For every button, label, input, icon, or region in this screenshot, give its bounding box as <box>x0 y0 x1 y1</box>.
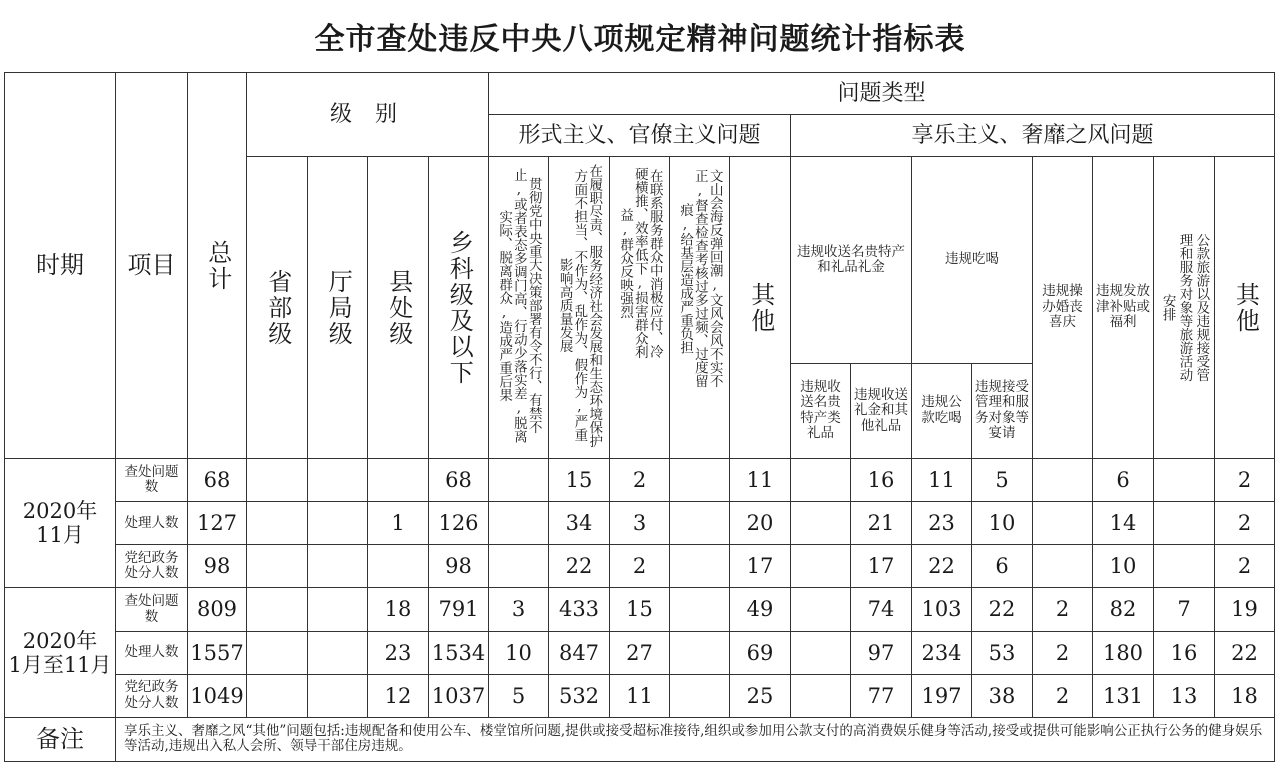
header-h-travel: 公款旅游以及违规接受管理和服务对象等旅游活动安排 <box>1154 157 1215 459</box>
cell-f2: 532 <box>549 674 610 717</box>
cell-eat_a: 11 <box>912 459 972 502</box>
cell-total: 68 <box>188 459 247 502</box>
cell-eat_a: 197 <box>912 674 972 717</box>
cell-h_other: 2 <box>1215 502 1275 545</box>
cell-gift_a <box>791 674 851 717</box>
cell-gift_b: 77 <box>851 674 912 717</box>
header-h-eat-b: 违规接受管理和服务对象等宴请 <box>972 363 1033 458</box>
cell-total: 127 <box>188 502 247 545</box>
cell-bureau <box>308 545 368 588</box>
table-row <box>5 674 1275 717</box>
cell-township: 1037 <box>429 674 489 717</box>
cell-county: 12 <box>368 674 429 717</box>
header-formalism: 形式主义、官僚主义问题 <box>489 115 791 157</box>
header-h-gift-a: 违规收送名贵特产类礼品 <box>791 363 851 458</box>
cell-township: 791 <box>429 588 489 631</box>
header-h-subsidy: 违规发放津补贴或福利 <box>1093 157 1154 459</box>
header-level-bureau: 厅局级 <box>308 157 368 459</box>
cell-f3: 3 <box>610 502 670 545</box>
cell-f2: 22 <box>549 545 610 588</box>
cell-travel: 13 <box>1154 674 1215 717</box>
cell-eat_a: 103 <box>912 588 972 631</box>
cell-total: 809 <box>188 588 247 631</box>
cell-f4 <box>670 502 730 545</box>
cell-travel: 16 <box>1154 631 1215 674</box>
cell-township: 68 <box>429 459 489 502</box>
cell-f1: 5 <box>489 674 549 717</box>
cell-h_other: 18 <box>1215 674 1275 717</box>
cell-h_other: 2 <box>1215 459 1275 502</box>
cell-f3: 11 <box>610 674 670 717</box>
cell-gift_b: 21 <box>851 502 912 545</box>
period-cell: 2020年 1月至11月 <box>5 588 116 717</box>
cell-bureau <box>308 674 368 717</box>
cell-f_other: 49 <box>730 588 791 631</box>
cell-province <box>247 631 308 674</box>
table-row <box>5 588 1275 631</box>
header-total: 总计 <box>188 73 247 459</box>
cell-province <box>247 459 308 502</box>
cell-county: 23 <box>368 631 429 674</box>
cell-province <box>247 588 308 631</box>
cell-subsidy: 14 <box>1093 502 1154 545</box>
statistics-table <box>4 72 1275 762</box>
remark-row <box>5 717 1275 761</box>
cell-travel <box>1154 545 1215 588</box>
cell-gift_b: 97 <box>851 631 912 674</box>
cell-wedding <box>1033 545 1093 588</box>
header-period: 时期 <box>5 73 116 459</box>
cell-total: 98 <box>188 545 247 588</box>
cell-eat_a: 23 <box>912 502 972 545</box>
cell-subsidy: 131 <box>1093 674 1154 717</box>
cell-bureau <box>308 631 368 674</box>
cell-f4 <box>670 674 730 717</box>
cell-f3: 27 <box>610 631 670 674</box>
table-row <box>5 502 1275 545</box>
cell-f_other: 17 <box>730 545 791 588</box>
cell-f2: 15 <box>549 459 610 502</box>
table-row <box>5 545 1275 588</box>
cell-f4 <box>670 459 730 502</box>
cell-eat_a: 22 <box>912 545 972 588</box>
header-problem-type: 问题类型 <box>489 73 1275 115</box>
cell-eat_b: 5 <box>972 459 1033 502</box>
cell-f2: 847 <box>549 631 610 674</box>
row-label: 党纪政务处分人数 <box>116 545 188 588</box>
header-h-wedding: 违规操办婚丧喜庆 <box>1033 157 1093 459</box>
cell-bureau <box>308 502 368 545</box>
cell-subsidy: 6 <box>1093 459 1154 502</box>
cell-f3: 15 <box>610 588 670 631</box>
header-h-eat: 违规吃喝 <box>912 157 1033 364</box>
remark-label: 备注 <box>5 717 116 761</box>
cell-province <box>247 674 308 717</box>
cell-gift_b: 74 <box>851 588 912 631</box>
cell-eat_b: 10 <box>972 502 1033 545</box>
header-f1: 贯彻党中央重大决策部署有令不行、有禁不止,或者表态多调门高、行动少落实差,脱离实际、脱离群众,造成严重后果 <box>489 157 549 459</box>
header-h-other: 其他 <box>1215 157 1275 459</box>
cell-h_other: 22 <box>1215 631 1275 674</box>
cell-f4 <box>670 588 730 631</box>
cell-gift_b: 17 <box>851 545 912 588</box>
header-f3: 在联系服务群众中消极应付、冷硬横推、效率低下,损害群众利益,群众反映强烈 <box>610 157 670 459</box>
cell-county: 18 <box>368 588 429 631</box>
cell-f1 <box>489 459 549 502</box>
cell-eat_a: 234 <box>912 631 972 674</box>
table-row <box>5 459 1275 502</box>
cell-eat_b: 38 <box>972 674 1033 717</box>
period-cell: 2020年 11月 <box>5 459 116 588</box>
remark-text: 享乐主义、奢靡之风“其他”问题包括:违规配备和使用公车、楼堂馆所问题,提供或接受超标准接待,组织或参加用公款支付的高消费娱乐健身等活动,接受或提供可能影响公正执行公务的健身娱乐等活动,违规出入私人会所、领导干部住房违规。 <box>116 717 1275 761</box>
cell-f_other: 11 <box>730 459 791 502</box>
cell-total: 1049 <box>188 674 247 717</box>
cell-h_other: 2 <box>1215 545 1275 588</box>
cell-county <box>368 459 429 502</box>
cell-f3: 2 <box>610 459 670 502</box>
cell-gift_a <box>791 545 851 588</box>
cell-township: 126 <box>429 502 489 545</box>
row-label: 处理人数 <box>116 502 188 545</box>
cell-f2: 34 <box>549 502 610 545</box>
cell-f1: 3 <box>489 588 549 631</box>
cell-wedding: 2 <box>1033 631 1093 674</box>
header-level-county: 县处级 <box>368 157 429 459</box>
header-h-gift-b: 违规收送礼金和其他礼品 <box>851 363 912 458</box>
cell-f_other: 20 <box>730 502 791 545</box>
cell-gift_a <box>791 459 851 502</box>
cell-wedding <box>1033 459 1093 502</box>
cell-f1: 10 <box>489 631 549 674</box>
cell-f2: 433 <box>549 588 610 631</box>
cell-f_other: 25 <box>730 674 791 717</box>
page-title: 全市查处违反中央八项规定精神问题统计指标表 <box>314 22 966 57</box>
cell-province <box>247 545 308 588</box>
cell-travel <box>1154 502 1215 545</box>
header-f4: 文山会海反弹回潮,文风会风不实不正,督查检查考核过多过频、过度留痕,给基层造成严重负担 <box>670 157 730 459</box>
header-h-eat-a: 违规公款吃喝 <box>912 363 972 458</box>
header-level-township: 乡科级及以下 <box>429 157 489 459</box>
cell-bureau <box>308 459 368 502</box>
table-row <box>5 631 1275 674</box>
cell-travel: 7 <box>1154 588 1215 631</box>
cell-eat_b: 53 <box>972 631 1033 674</box>
cell-travel <box>1154 459 1215 502</box>
cell-township: 1534 <box>429 631 489 674</box>
cell-subsidy: 180 <box>1093 631 1154 674</box>
cell-f4 <box>670 545 730 588</box>
cell-subsidy: 82 <box>1093 588 1154 631</box>
row-label: 查处问题数 <box>116 588 188 631</box>
cell-gift_a <box>791 631 851 674</box>
row-label: 处理人数 <box>116 631 188 674</box>
row-label: 党纪政务处分人数 <box>116 674 188 717</box>
header-h-gift: 违规收送名贵特产和礼品礼金 <box>791 157 912 364</box>
header-item: 项目 <box>116 73 188 459</box>
cell-gift_b: 16 <box>851 459 912 502</box>
cell-gift_a <box>791 502 851 545</box>
header-f-other: 其他 <box>730 157 791 459</box>
header-f2: 在履职尽责、服务经济社会发展和生态环境保护方面不担当、不作为、乱作为、假作为,严重影响高质量发展 <box>549 157 610 459</box>
cell-province <box>247 502 308 545</box>
cell-wedding: 2 <box>1033 674 1093 717</box>
cell-gift_a <box>791 588 851 631</box>
cell-total: 1557 <box>188 631 247 674</box>
cell-f4 <box>670 631 730 674</box>
cell-eat_b: 6 <box>972 545 1033 588</box>
cell-bureau <box>308 588 368 631</box>
cell-eat_b: 22 <box>972 588 1033 631</box>
cell-wedding: 2 <box>1033 588 1093 631</box>
header-level: 级 别 <box>247 73 489 157</box>
cell-f_other: 69 <box>730 631 791 674</box>
cell-wedding <box>1033 502 1093 545</box>
cell-f3: 2 <box>610 545 670 588</box>
cell-subsidy: 10 <box>1093 545 1154 588</box>
row-label: 查处问题数 <box>116 459 188 502</box>
cell-county <box>368 545 429 588</box>
header-level-province: 省部级 <box>247 157 308 459</box>
cell-h_other: 19 <box>1215 588 1275 631</box>
cell-f1 <box>489 545 549 588</box>
cell-county: 1 <box>368 502 429 545</box>
cell-township: 98 <box>429 545 489 588</box>
header-hedonism: 享乐主义、奢靡之风问题 <box>791 115 1275 157</box>
cell-f1 <box>489 502 549 545</box>
